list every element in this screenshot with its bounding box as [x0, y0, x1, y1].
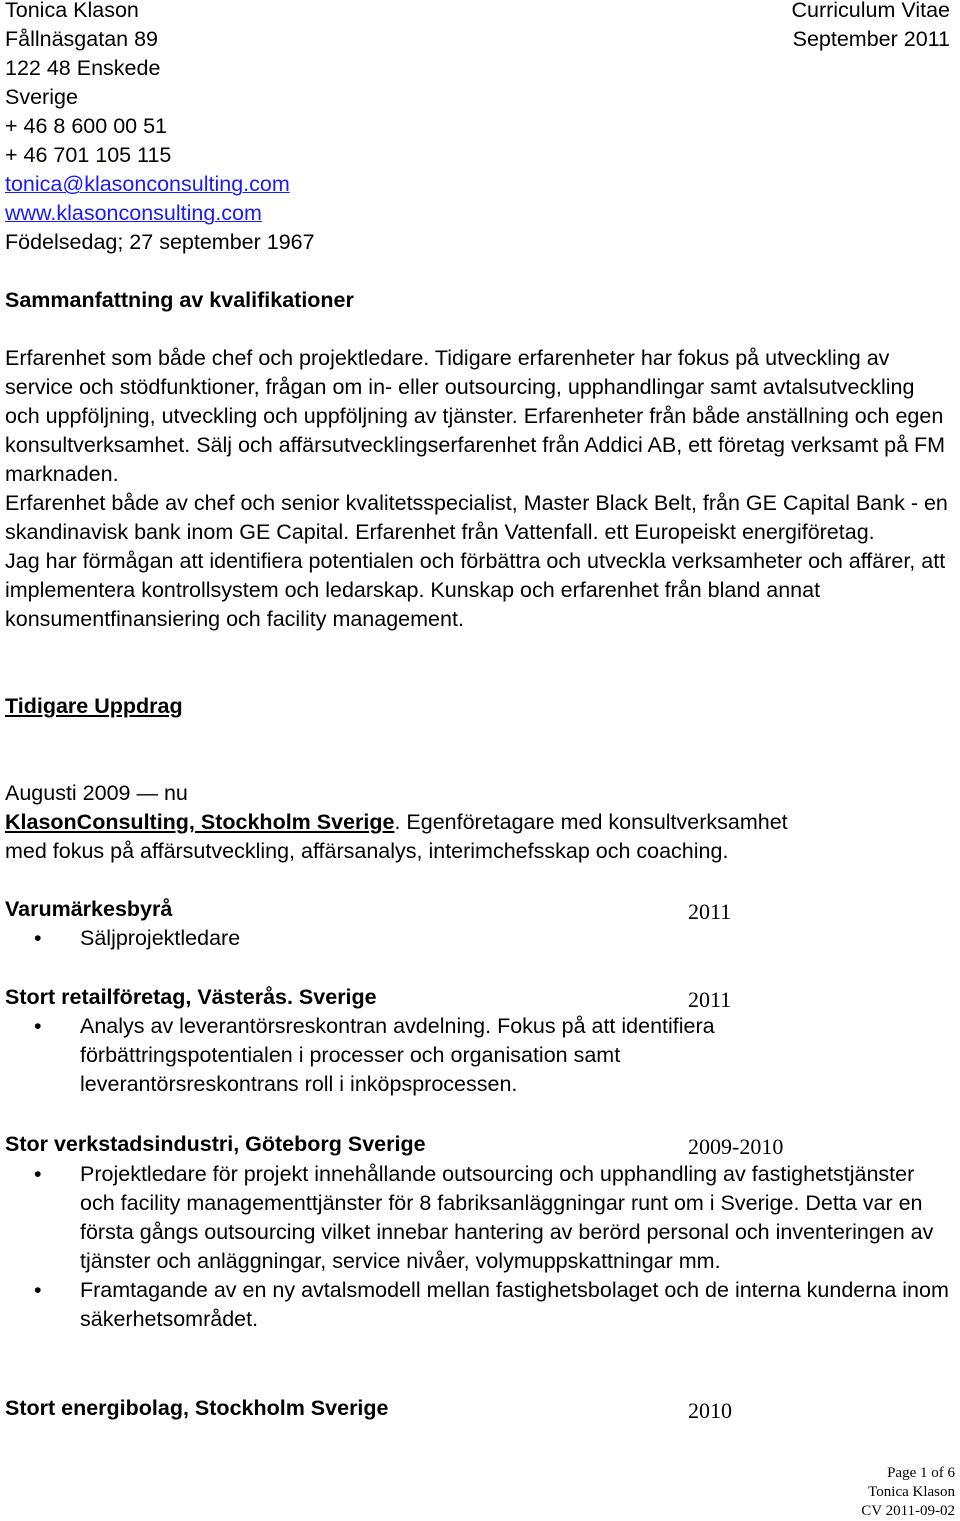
job-year: 2011 [688, 987, 732, 1012]
header-postal: 122 48 Enskede [5, 56, 161, 80]
summary-text [5, 344, 950, 634]
doc-date: September 2011 [792, 27, 950, 51]
header-country: Sverige [5, 85, 78, 109]
company-description: Egenföretagare med konsultverksamhet [400, 810, 788, 834]
job-year: 2009-2010 [688, 1134, 784, 1159]
job-bullets [0, 1012, 955, 1099]
previous-period: Augusti 2009 — nu [5, 781, 188, 805]
email-link[interactable]: tonica@klasonconsulting.com [5, 172, 290, 196]
summary-paragraph-2: Erfarenhet både av chef och senior kvalitetsspecialist, Master Black Belt, från GE Capital Bank - en skandinavisk bank inom GE Capital. Erfarenhet från Vattenfall. ett Europeiskt energiföretag. [5, 491, 948, 544]
bullet-text: Framtagande av en ny avtalsmodell mellan fastighetsbolaget och de interna kunderna inom säkerhetsområdet. [80, 1278, 949, 1331]
header-phone-1: + 46 8 600 00 51 [5, 114, 167, 138]
summary-paragraph-1: Erfarenhet som både chef och projektledare. Tidigare erfarenheter har fokus på utveckling av service och stödfunktioner, frågan om in- eller outsourcing, upphandlingar samt avtalsutveckling och uppföljning, utveckling och uppföljning av tjänster. Erfarenheter från både anställning och egen konsultverksamhet. Sälj och affärsutvecklingserfarenhet från Addici AB, ett företag verksamt på FM marknaden. [5, 346, 946, 486]
company-line [5, 808, 788, 837]
company-suffix: . [394, 810, 401, 834]
footer [861, 1464, 955, 1521]
header-phone-2: + 46 701 105 115 [5, 143, 172, 167]
summary-heading: Sammanfattning av kvalifikationer [5, 288, 354, 312]
website-link[interactable]: www.klasonconsulting.com [5, 201, 262, 225]
summary-paragraph-3: Jag har förmågan att identifiera potentialen och förbättra och utveckla verksamheter och affärer, att implementera kontrollsystem och ledarskap. Kunskap och erfarenhet från bland annat konsumentfinansiering och facility management. [5, 549, 946, 631]
job-title: Stort energibolag, Stockholm Sverige [5, 1396, 389, 1420]
job-title: Stort retailföretag, Västerås. Sverige [5, 985, 377, 1009]
bullet-icon: • [34, 926, 42, 950]
list-item [0, 1160, 950, 1276]
list-item [0, 924, 955, 953]
bullet-text: Analys av leverantörsreskontran avdelning. Fokus på att identifiera förbättringspotentialen i processer och organisation samt leverantörsreskontrans roll i inköpsprocessen. [80, 1014, 715, 1096]
footer-cv-date: CV 2011-09-02 [861, 1503, 955, 1519]
previous-heading: Tidigare Uppdrag [5, 694, 183, 718]
job-title: Varumärkesbyrå [5, 897, 173, 921]
bullet-icon: • [34, 1278, 42, 1302]
bullet-icon: • [34, 1014, 42, 1038]
job-year: 2011 [688, 899, 732, 924]
bullet-text: Säljprojektledare [80, 926, 241, 950]
job-bullets [0, 924, 955, 953]
job-title: Stor verkstadsindustri, Göteborg Sverige [5, 1132, 426, 1156]
job-year: 2010 [688, 1398, 732, 1423]
job-bullets [0, 1160, 955, 1334]
bullet-text: Projektledare för projekt innehållande outsourcing och upphandling av fastighetstjänster och facility managementtjänster för 8 fabriksanläggningar runt om i Sverige. Detta var en första gångs outsourcing vilket innebar hantering av berörd personal och inventeringen av tjänster och anläggningar, service nivåer, volymuppskattningar mm. [80, 1162, 934, 1273]
company-description-2: med fokus på affärsutveckling, affärsanalys, interimchefsskap och coaching. [5, 839, 729, 863]
list-item [0, 1276, 950, 1334]
footer-page-number: Page 1 of 6 [887, 1465, 955, 1481]
birthday: Födelsedag; 27 september 1967 [5, 230, 315, 254]
header-name: Tonica Klason [5, 0, 139, 22]
list-item [0, 1012, 760, 1099]
company-name: KlasonConsulting, Stockholm Sverige [5, 810, 395, 834]
header-street: Fållnäsgatan 89 [5, 27, 158, 51]
bullet-icon: • [34, 1162, 42, 1186]
doc-title: Curriculum Vitae [791, 0, 950, 22]
footer-name: Tonica Klason [868, 1484, 955, 1500]
